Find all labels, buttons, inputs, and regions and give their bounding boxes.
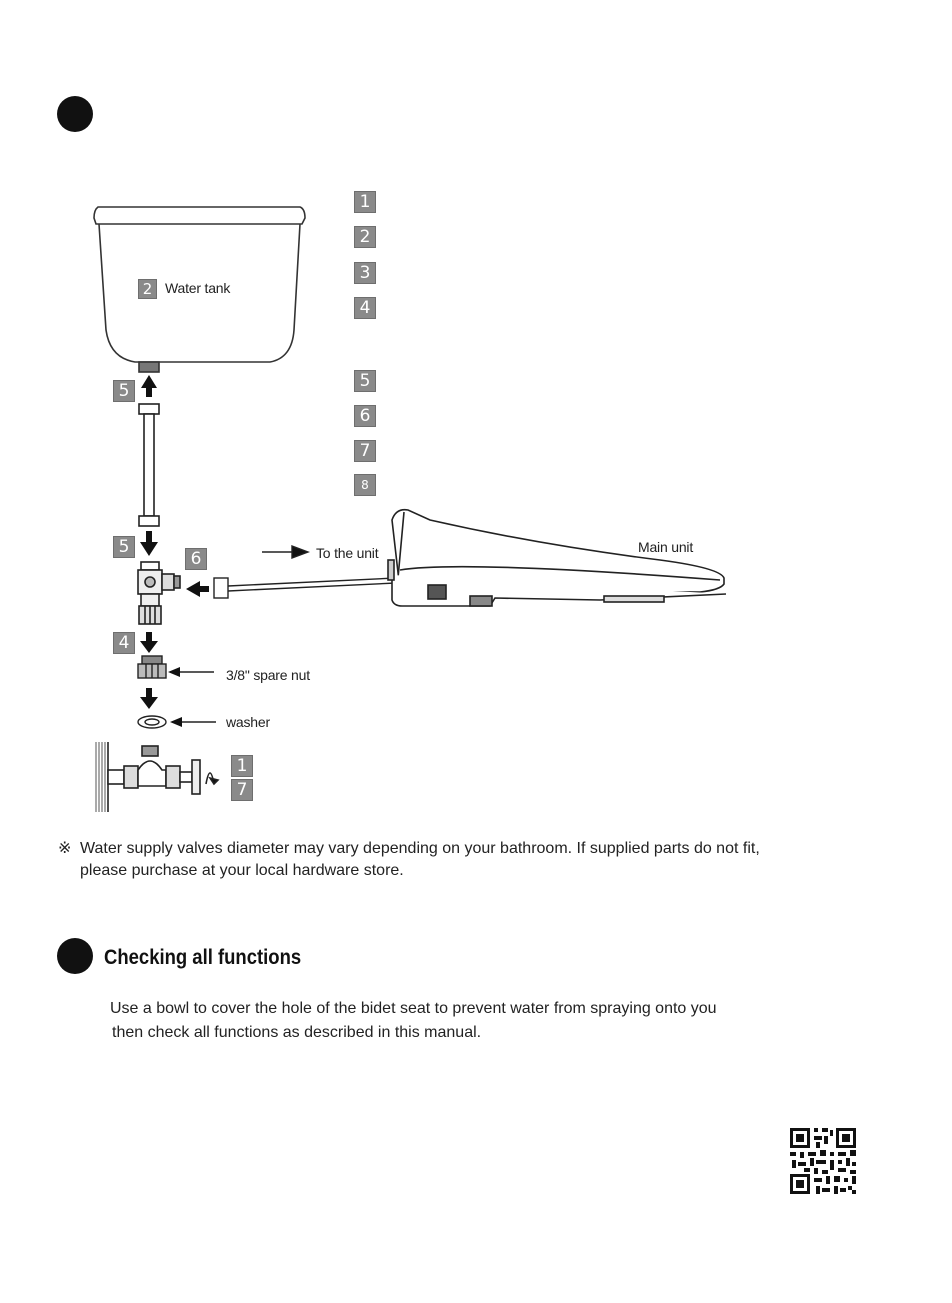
label-main-unit: Main unit <box>638 539 694 555</box>
step-list-box-1: 1 <box>354 191 376 213</box>
step-list-box-6: 6 <box>354 405 376 427</box>
callout-valve-a: 1 <box>231 755 253 777</box>
step-list-box-5: 5 <box>354 370 376 392</box>
note-line-2: please purchase at your local hardware store. <box>80 862 404 879</box>
label-to-the-unit: To the unit <box>316 545 379 561</box>
callout-tank: 2 <box>138 279 157 299</box>
section2-line-2: then check all functions as described in this manual. <box>112 1024 482 1041</box>
note-line-1: Water supply valves diameter may vary depending on your bathroom. If supplied parts do not fit, <box>80 840 760 857</box>
label-washer: washer <box>226 714 270 730</box>
callout-hose-top: 5 <box>113 380 135 402</box>
callout-t-valve: 6 <box>185 548 207 570</box>
step-list-box-4: 4 <box>354 297 376 319</box>
label-water-tank: Water tank <box>165 280 231 296</box>
step-list-box-8: 8 <box>354 474 376 496</box>
step-list-box-2: 2 <box>354 226 376 248</box>
callout-valve-b: 7 <box>231 779 253 801</box>
section2-line-1: Use a bowl to cover the hole of the bidet seat to prevent water from spraying onto you <box>110 1000 717 1017</box>
callout-spare-nut: 4 <box>113 632 135 654</box>
step-list-box-7: 7 <box>354 440 376 462</box>
section-title-checking-functions: Checking all functions <box>104 946 302 969</box>
callout-hose-bottom: 5 <box>113 536 135 558</box>
note-symbol: ※ <box>58 840 72 857</box>
label-spare-nut: 3/8" spare nut <box>226 667 310 683</box>
step-list-box-3: 3 <box>354 262 376 284</box>
